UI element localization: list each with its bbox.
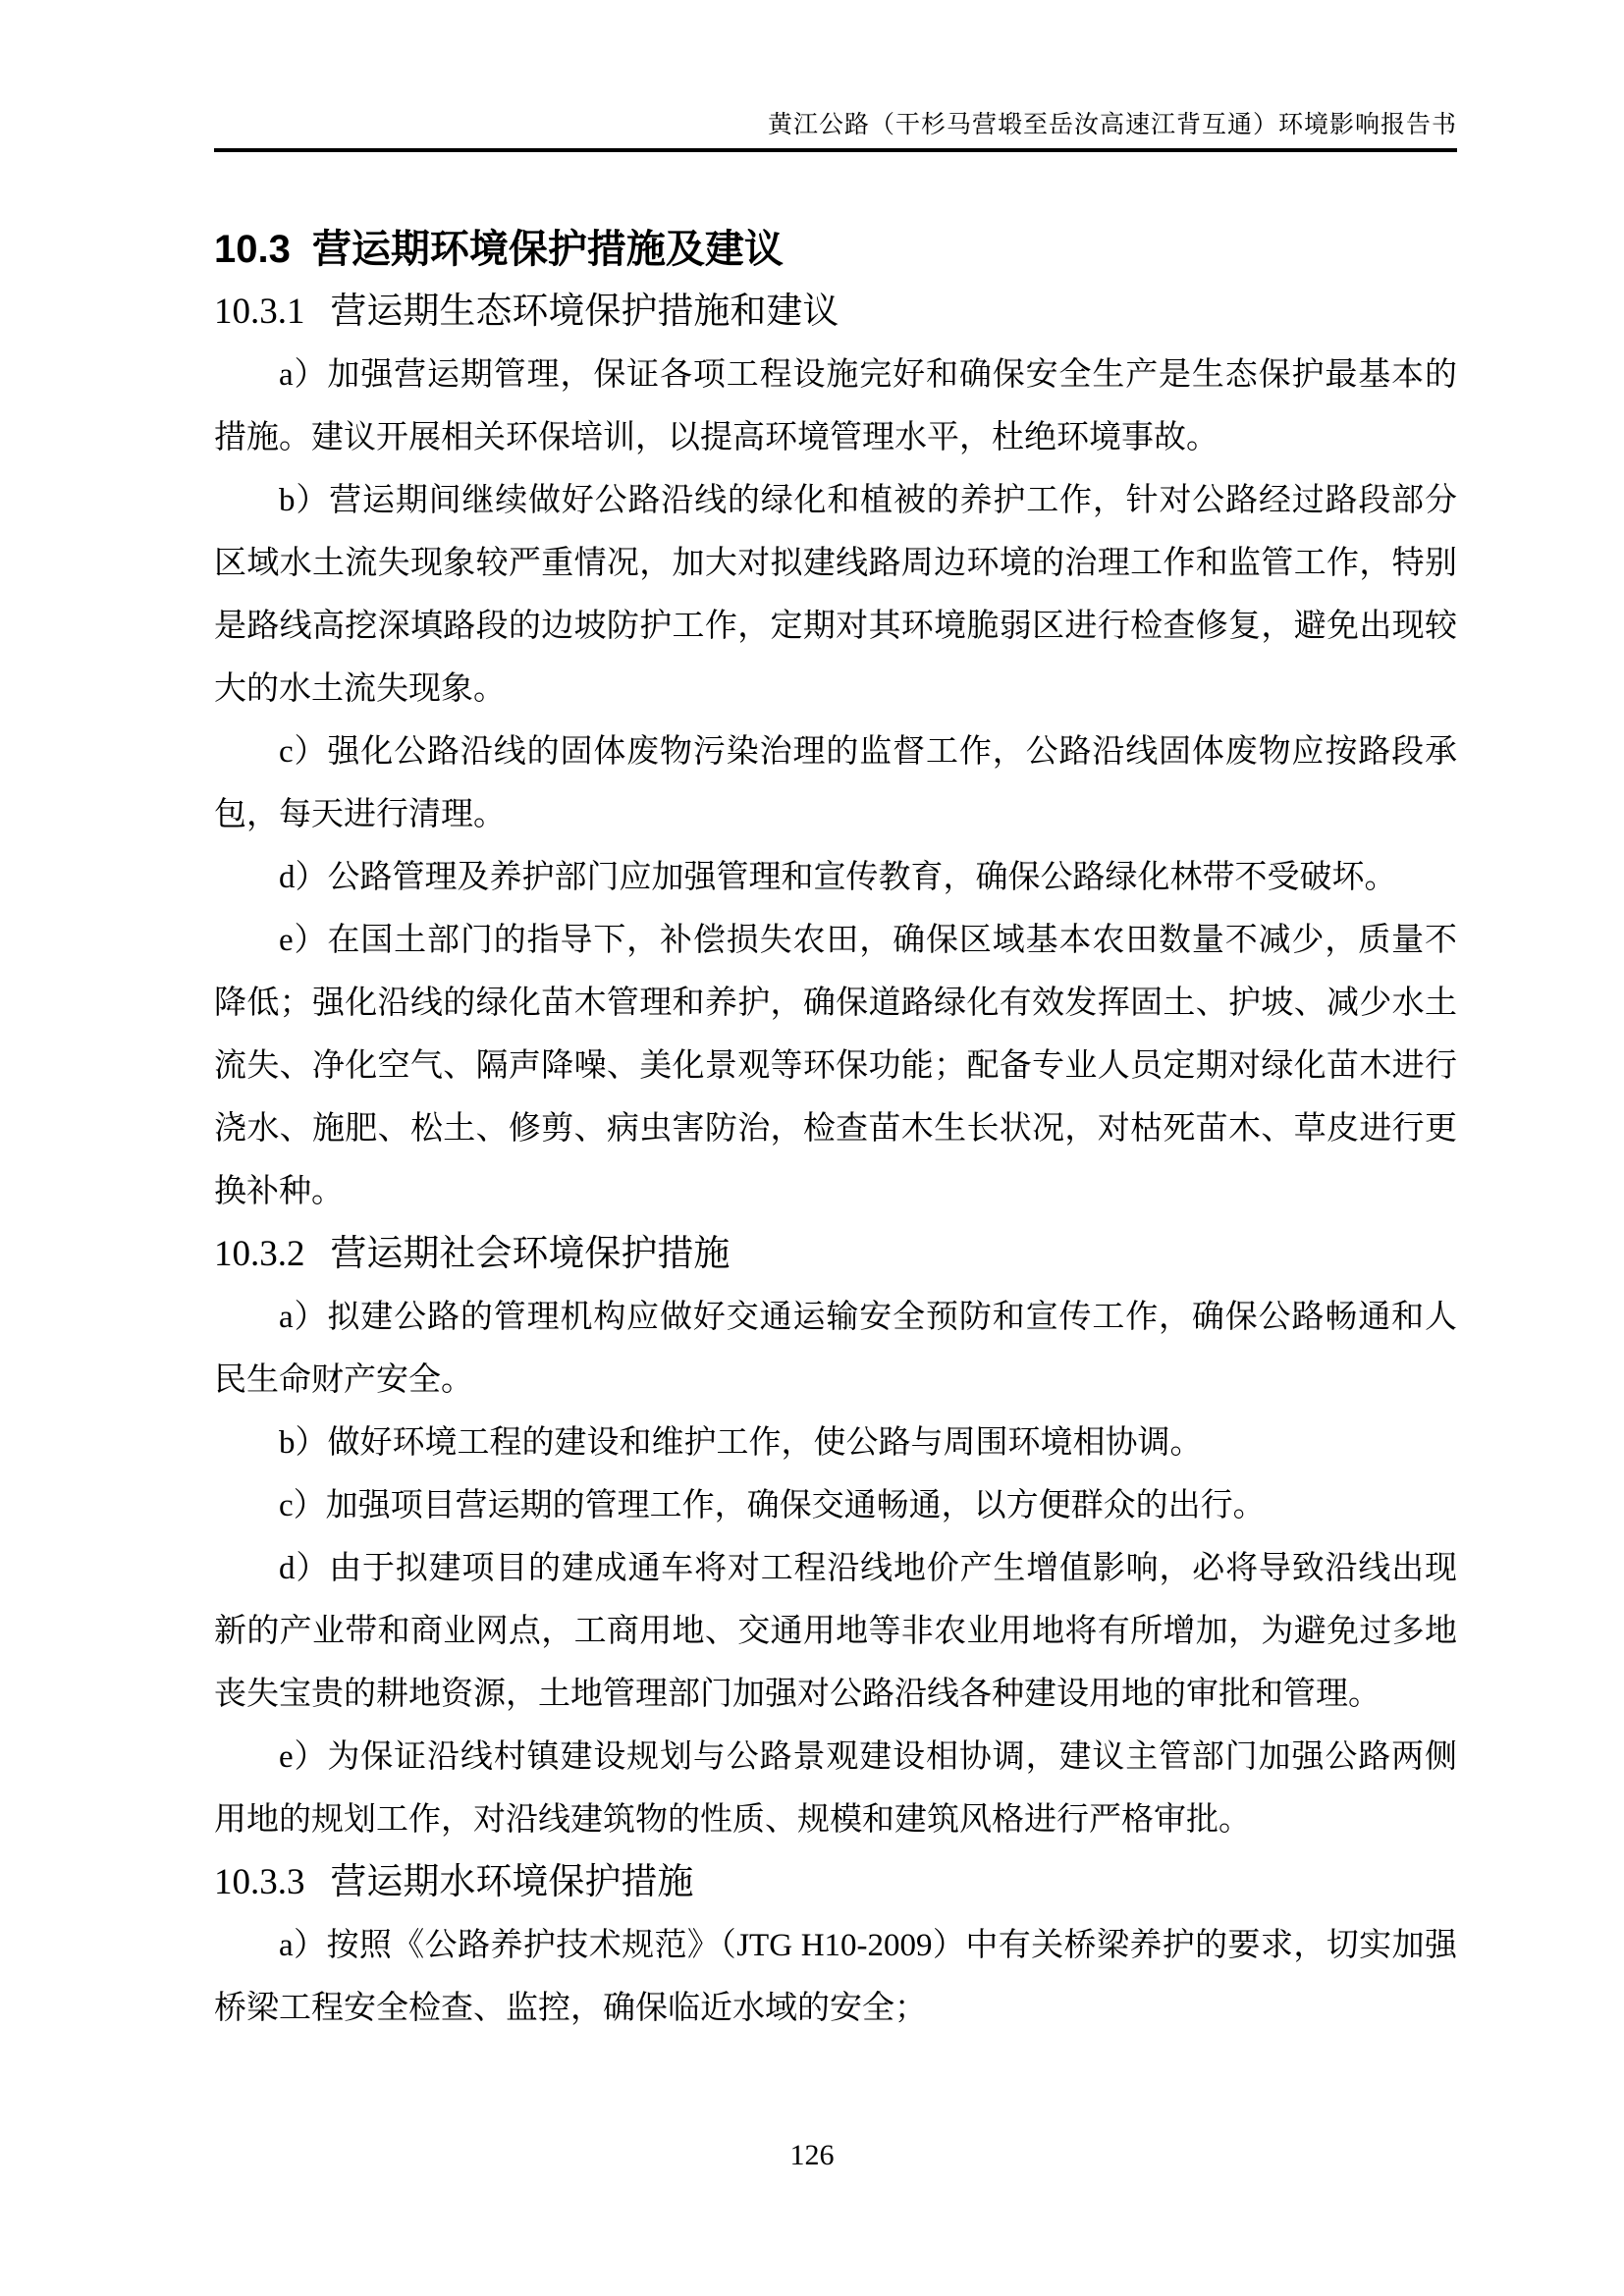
paragraph-a: a）加强营运期管理，保证各项工程设施完好和确保安全生产是生态保护最基本的措施。建议开展相关环保培训，以提高环境管理水平，杜绝环境事故。 [214,357,1457,455]
subsection-title: 营运期水环境保护措施 [330,1862,694,1902]
header-divider-line [214,148,1457,152]
header-title: 黄江公路（干杉马营塅至岳汝高速江背互通）环境影响报告书 [767,112,1457,138]
subsection-heading-10-3-2 [214,1223,1457,1286]
section-number: 10.3 [214,228,291,271]
paragraph-e: e）为保证沿线村镇建设规划与公路景观建设相协调，建议主管部门加强公路两侧用地的规划工作，对沿线建筑物的性质、规模和建筑风格进行严格审批。 [214,1739,1457,1838]
paragraph-a: a）拟建公路的管理机构应做好交通运输安全预防和宣传工作，确保公路畅通和人民生命财产安全。 [214,1300,1457,1398]
subsection-number: 10.3.3 [214,1862,305,1902]
subsection-title: 营运期生态环境保护措施和建议 [330,292,839,332]
document-body [214,218,1457,2040]
subsection-title: 营运期社会环境保护措施 [330,1234,731,1274]
paragraph-b: b）营运期间继续做好公路沿线的绿化和植被的养护工作，针对公路经过路段部分区域水土流失现象较严重情况，加大对拟建线路周边环境的治理工作和监管工作，特别是路线高挖深填路段的边坡防护工作，定期对其环境脆弱区进行检查修复，避免出现较大的水土流失现象。 [214,483,1457,707]
section-title: 营运期环境保护措施及建议 [311,228,784,271]
paragraph-b: b）做好环境工程的建设和维护工作，使公路与周围环境相协调。 [279,1425,1203,1461]
paragraph-a: a）按照《公路养护技术规范》（JTG H10-2009）中有关桥梁养护的要求，切实加强桥梁工程安全检查、监控，确保临近水域的安全； [214,1928,1457,2026]
subsection-number: 10.3.1 [214,292,305,332]
paragraph-d: d）公路管理及养护部门应加强管理和宣传教育，确保公路绿化林带不受破坏。 [279,860,1397,895]
page-header [214,108,1457,143]
paragraph-c: c）强化公路沿线的固体废物污染治理的监督工作，公路沿线固体废物应按路段承包，每天进行清理。 [214,734,1457,832]
subsection-number: 10.3.2 [214,1234,305,1274]
subsection-heading-10-3-1 [214,281,1457,344]
paragraph-e: e）在国土部门的指导下，补偿损失农田，确保区域基本农田数量不减少，质量不降低；强化沿线的绿化苗木管理和养护，确保道路绿化有效发挥固土、护坡、减少水土流失、净化空气、隔声降噪、美化景观等环保功能；配备专业人员定期对绿化苗木进行浇水、施肥、松土、修剪、病虫害防治，检查苗木生长状况，对枯死苗木、草皮进行更换补种。 [214,923,1457,1209]
section-heading-10-3 [214,218,1457,281]
paragraph-d: d）由于拟建项目的建成通车将对工程沿线地价产生增值影响，必将导致沿线出现新的产业带和商业网点，工商用地、交通用地等非农业用地将有所增加，为避免过多地丧失宝贵的耕地资源，土地管理部门加强对公路沿线各种建设用地的审批和管理。 [214,1551,1457,1712]
paragraph-c: c）加强项目营运期的管理工作，确保交通畅通，以方便群众的出行。 [279,1488,1266,1523]
subsection-heading-10-3-3 [214,1851,1457,1914]
page-number: 126 [789,2139,835,2171]
